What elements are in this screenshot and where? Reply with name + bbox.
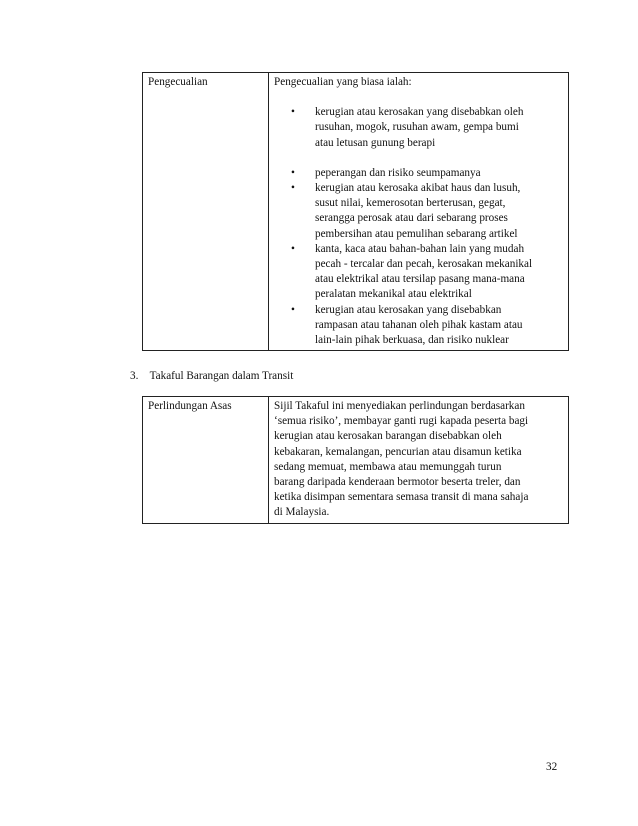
text-line: atau elektrikal atau tersilap pasang mana-mana: [315, 273, 525, 286]
text-line: atau letusan gunung berapi: [315, 136, 436, 149]
text-line: kerugian atau kerosakan yang disebabkan: [315, 303, 502, 316]
text-line: ketika disimpan sementara semasa transit di mana sahaja: [274, 491, 529, 504]
exclusions-label-cell: [143, 73, 269, 351]
list-item: [274, 166, 563, 181]
text-line: sedang memuat, membawa atau memunggah turun: [274, 460, 502, 473]
text-line: kerugian atau kerosakan yang disebabkan oleh: [315, 106, 524, 119]
text-line: kerugian atau kerosakan barangan disebabkan oleh: [274, 430, 502, 443]
text-line: kebakaran, kemalangan, pencurian atau disamun ketika: [274, 445, 522, 458]
text-line: kanta, kaca atau bahan-bahan lain yang mudah: [315, 242, 525, 255]
text-line: kerugian atau kerosaka akibat haus dan lusuh,: [315, 182, 521, 195]
text-line: Sijil Takaful ini menyediakan perlindungan berdasarkan: [274, 400, 525, 412]
text-line: serangga perosak atau dari sebarang proses: [315, 212, 508, 225]
exclusions-list: [274, 105, 563, 348]
bullet-icon: •: [291, 166, 295, 179]
basic-coverage-label: Perlindungan Asas: [148, 400, 232, 412]
text-line: rampasan atau tahanan oleh pihak kastam atau: [315, 318, 523, 331]
text-line: peralatan mekanikal atau elektrikal: [315, 288, 472, 301]
text-line: rusuhan, mogok, rusuhan awam, gempa bumi: [315, 121, 519, 134]
bullet-icon: •: [291, 303, 295, 316]
text-line: di Malaysia.: [274, 506, 330, 519]
exclusions-content-cell: [269, 73, 569, 351]
list-item: [274, 181, 563, 242]
basic-coverage-label-cell: [143, 397, 269, 524]
bullet-icon: •: [291, 182, 295, 195]
text-line: pecah - tercalar dan pecah, kerosakan mekanikal: [315, 258, 533, 271]
section-heading: [130, 370, 293, 382]
text-line: barang daripada kenderaan bermotor beserta treler, dan: [274, 476, 521, 489]
text-line: pembersihan atau pemulihan sebarang artikel: [315, 227, 518, 240]
list-item: [274, 242, 563, 303]
exclusions-table: [142, 72, 569, 351]
text-line: lain-lain pihak berkuasa, dan risiko nuklear: [315, 334, 509, 347]
exclusions-label: Pengecualian: [148, 76, 208, 88]
bullet-icon: •: [291, 106, 295, 119]
bullet-icon: •: [291, 242, 295, 255]
list-item: [274, 303, 563, 349]
text-line: susut nilai, kemerosotan berterusan, gegat,: [315, 197, 506, 210]
section-title: Takaful Barangan dalam Transit: [149, 370, 294, 382]
text-line: ‘semua risiko’, membayar ganti rugi kapada peserta bagi: [274, 415, 529, 428]
page-number: 32: [546, 761, 558, 773]
section-number: 3.: [130, 370, 139, 382]
basic-coverage-table: [142, 396, 569, 524]
basic-coverage-content-cell: [269, 397, 569, 524]
list-item: [274, 105, 563, 151]
text-line: peperangan dan risiko seumpamanya: [315, 166, 481, 179]
exclusions-intro: Pengecualian yang biasa ialah:: [274, 76, 412, 88]
